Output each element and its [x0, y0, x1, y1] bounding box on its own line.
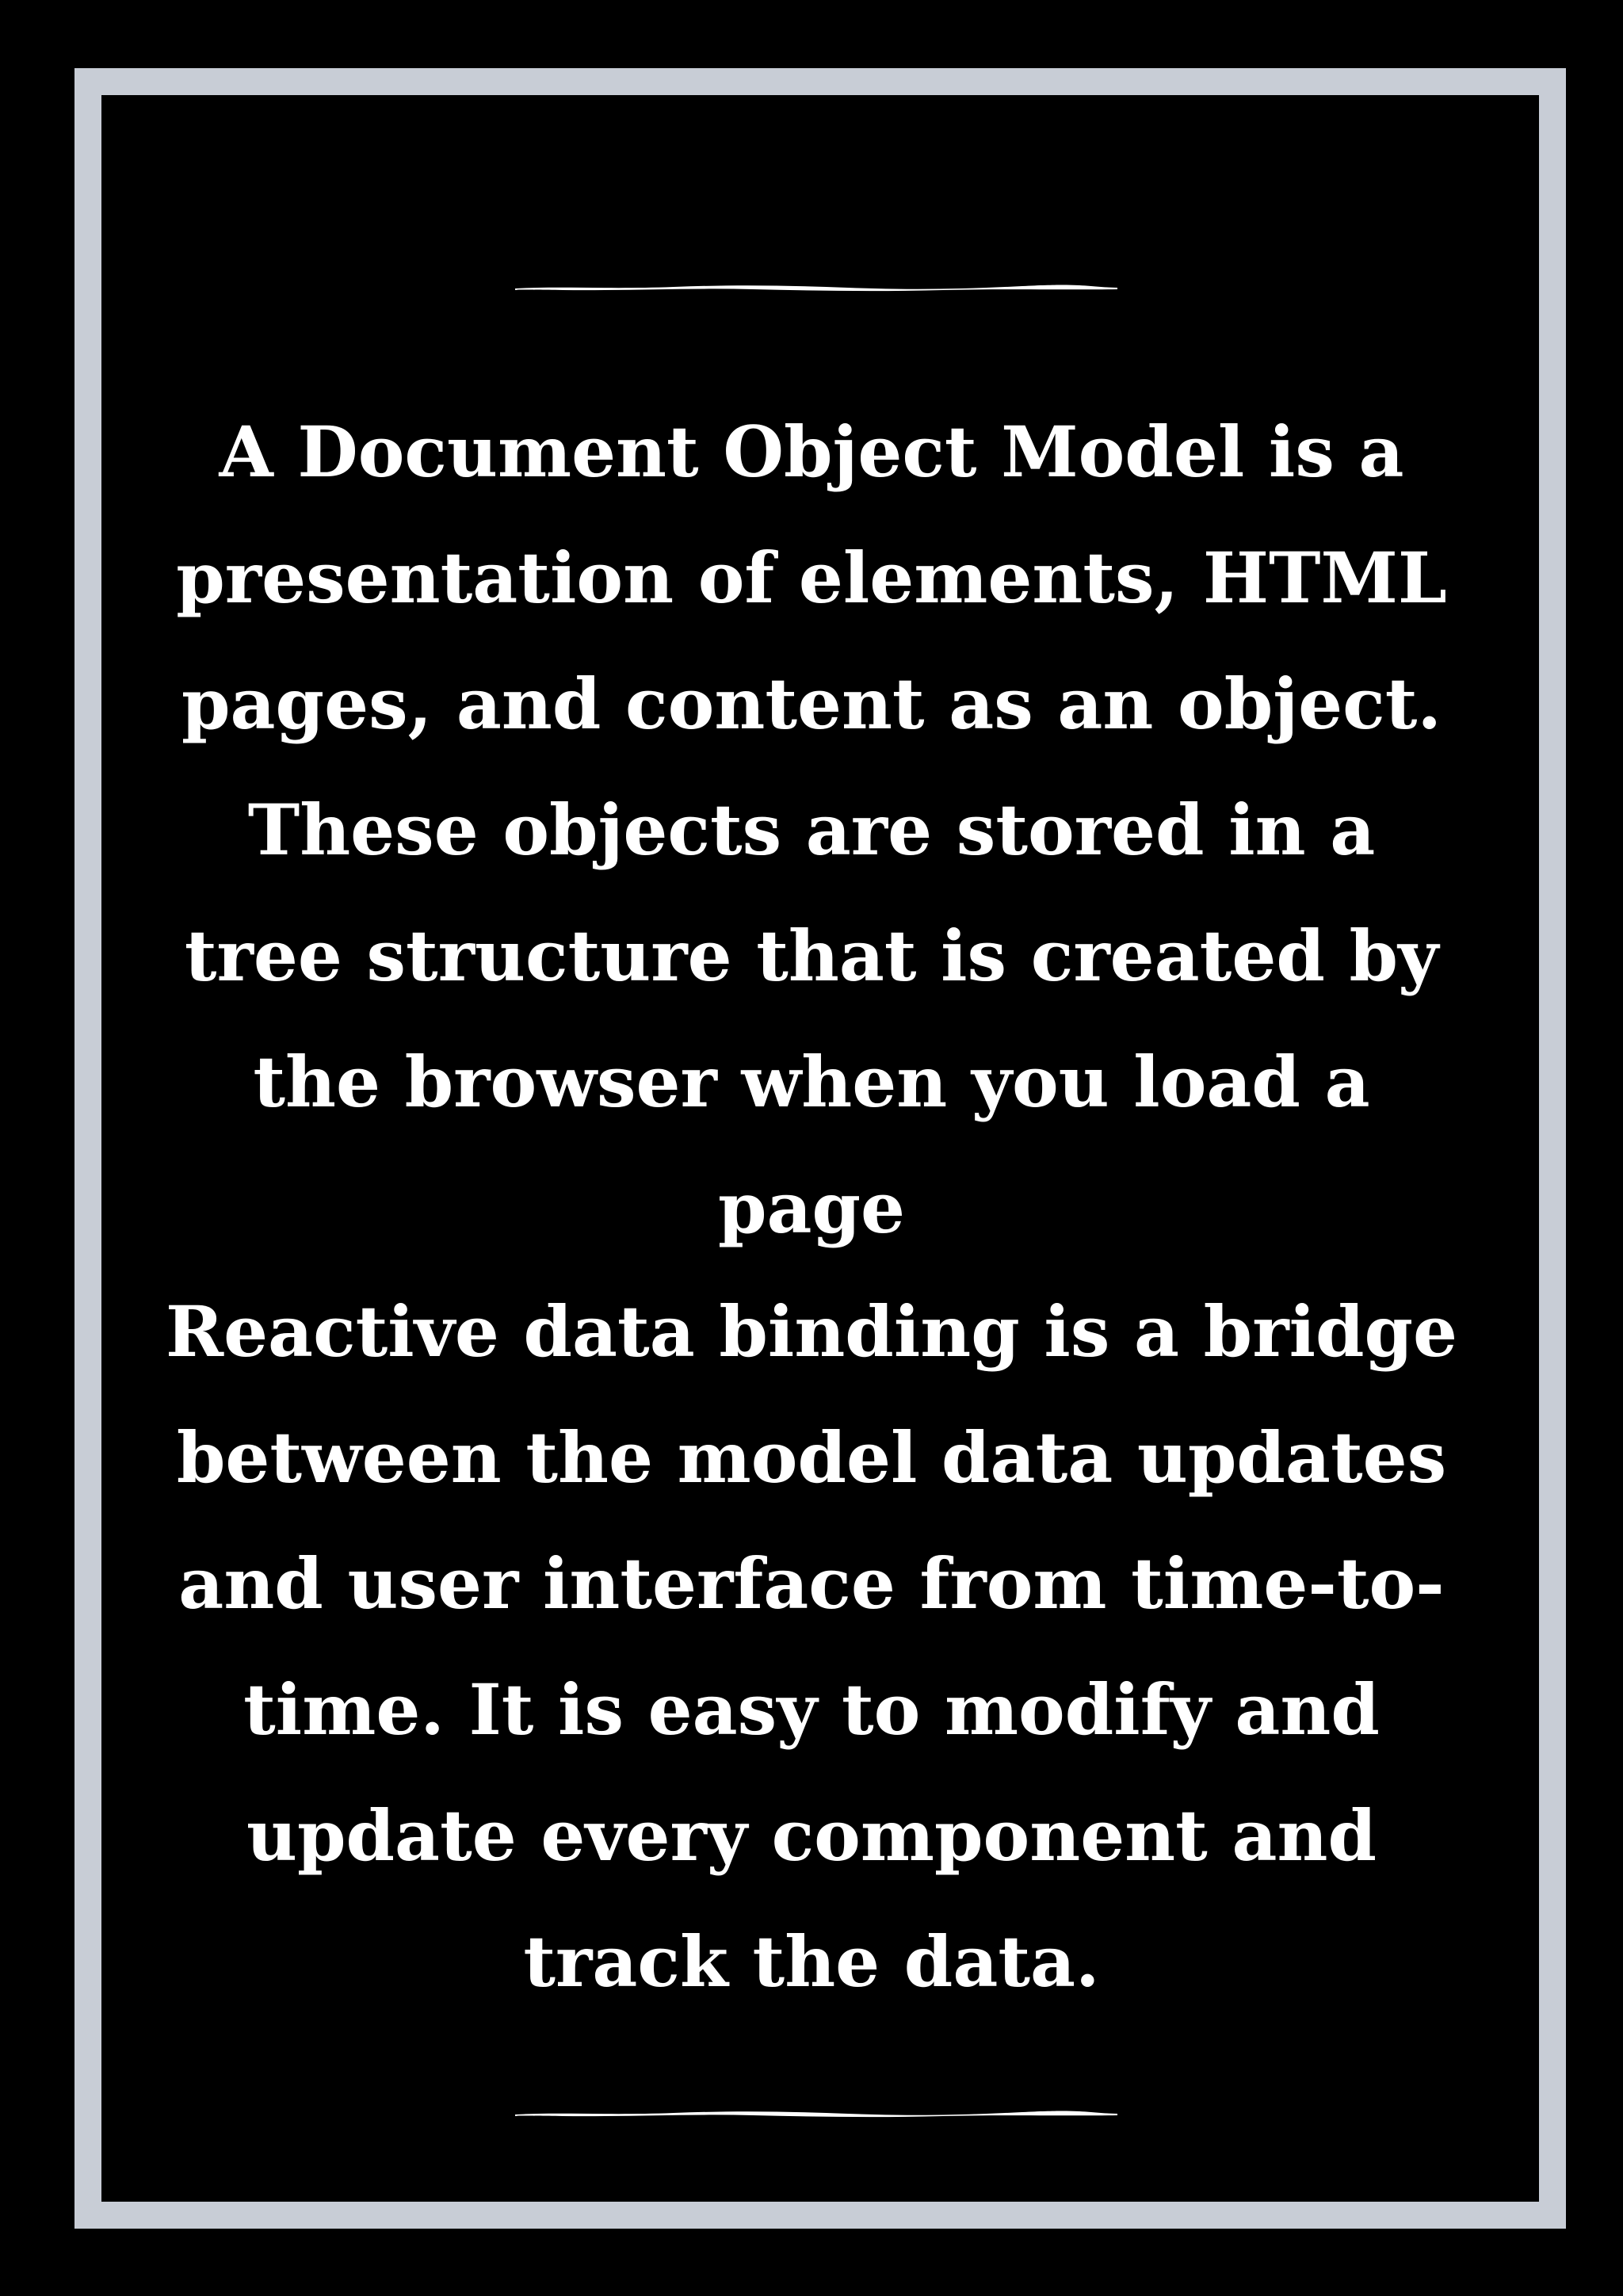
bottom-brush-divider [515, 2108, 1117, 2119]
paragraph-reactive-binding: Reactive data binding is a bridge between the model data updates and user interface from time-to-time. It is easy to modify and update every component and track the data. [165, 1290, 1458, 2003]
paragraph-dom-definition: A Document Object Model is a presentation of elements, HTML pages, and content as an object. These objects are stored in a tree structure that is created by the browser when you load a page [176, 411, 1447, 1249]
top-brush-divider [515, 282, 1117, 293]
